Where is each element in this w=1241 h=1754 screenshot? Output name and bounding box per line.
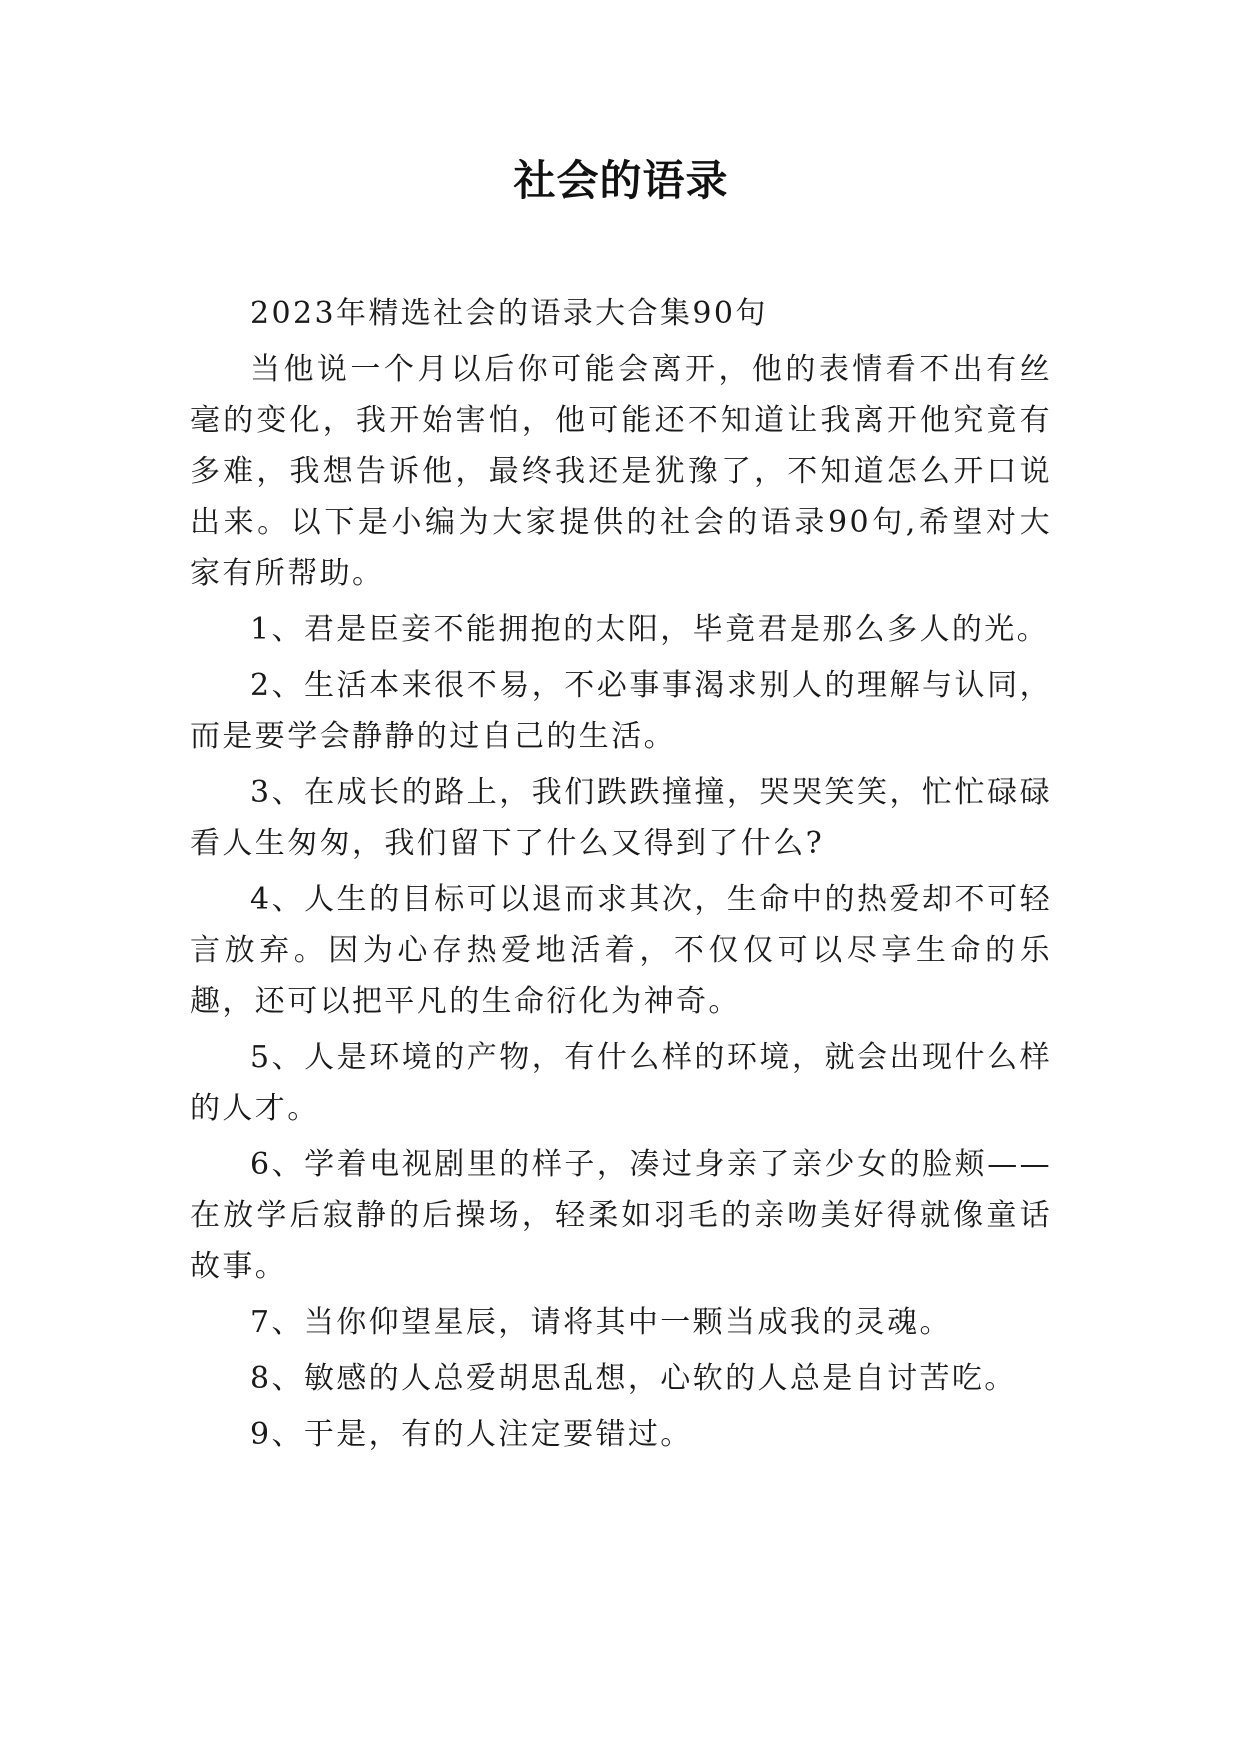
quote-item-5: 5、人是环境的产物，有什么样的环境，就会出现什么样的人才。: [190, 1040, 1052, 1126]
quote-item-2: 2、生活本来很不易，不必事事渴求别人的理解与认同，而是要学会静静的过自己的生活。: [190, 668, 1052, 754]
quote-item-8: 8、敏感的人总爱胡思乱想，心软的人总是自讨苦吃。: [250, 1361, 1017, 1396]
quote-item-7: 7、当你仰望星辰，请将其中一颗当成我的灵魂。: [250, 1305, 952, 1340]
paragraph-intro: 当他说一个月以后你可能会离开，他的表情看不出有丝毫的变化，我开始害怕，他可能还不知道让我离开他究竟有多难，我想告诉他，最终我还是犹豫了，不知道怎么开口说出来。以下是小编为大家提供的社会的语录90句,希望对大家有所帮助。: [190, 352, 1052, 591]
quote-item-9: 9、于是，有的人注定要错过。: [250, 1417, 693, 1452]
quote-item-6: 6、学着电视剧里的样子，凑过身亲了亲少女的脸颊——在放学后寂静的后操场，轻柔如羽毛的亲吻美好得就像童话故事。: [190, 1147, 1052, 1284]
quote-item-3: 3、在成长的路上，我们跌跌撞撞，哭哭笑笑，忙忙碌碌看人生匆匆，我们留下了什么又得到了什么?: [190, 775, 1052, 861]
quote-item-1: 1、君是臣妾不能拥抱的太阳，毕竟君是那么多人的光。: [250, 612, 1050, 647]
document-title: 社会的语录: [513, 156, 729, 205]
document-body: [190, 288, 1052, 1465]
quote-item-4: 4、人生的目标可以退而求其次，生命中的热爱却不可轻言放弃。因为心存热爱地活着，不仅仅可以尽享生命的乐趣，还可以把平凡的生命衍化为神奇。: [190, 882, 1052, 1019]
paragraph-intro-heading: 2023年精选社会的语录大合集90句: [250, 296, 768, 331]
